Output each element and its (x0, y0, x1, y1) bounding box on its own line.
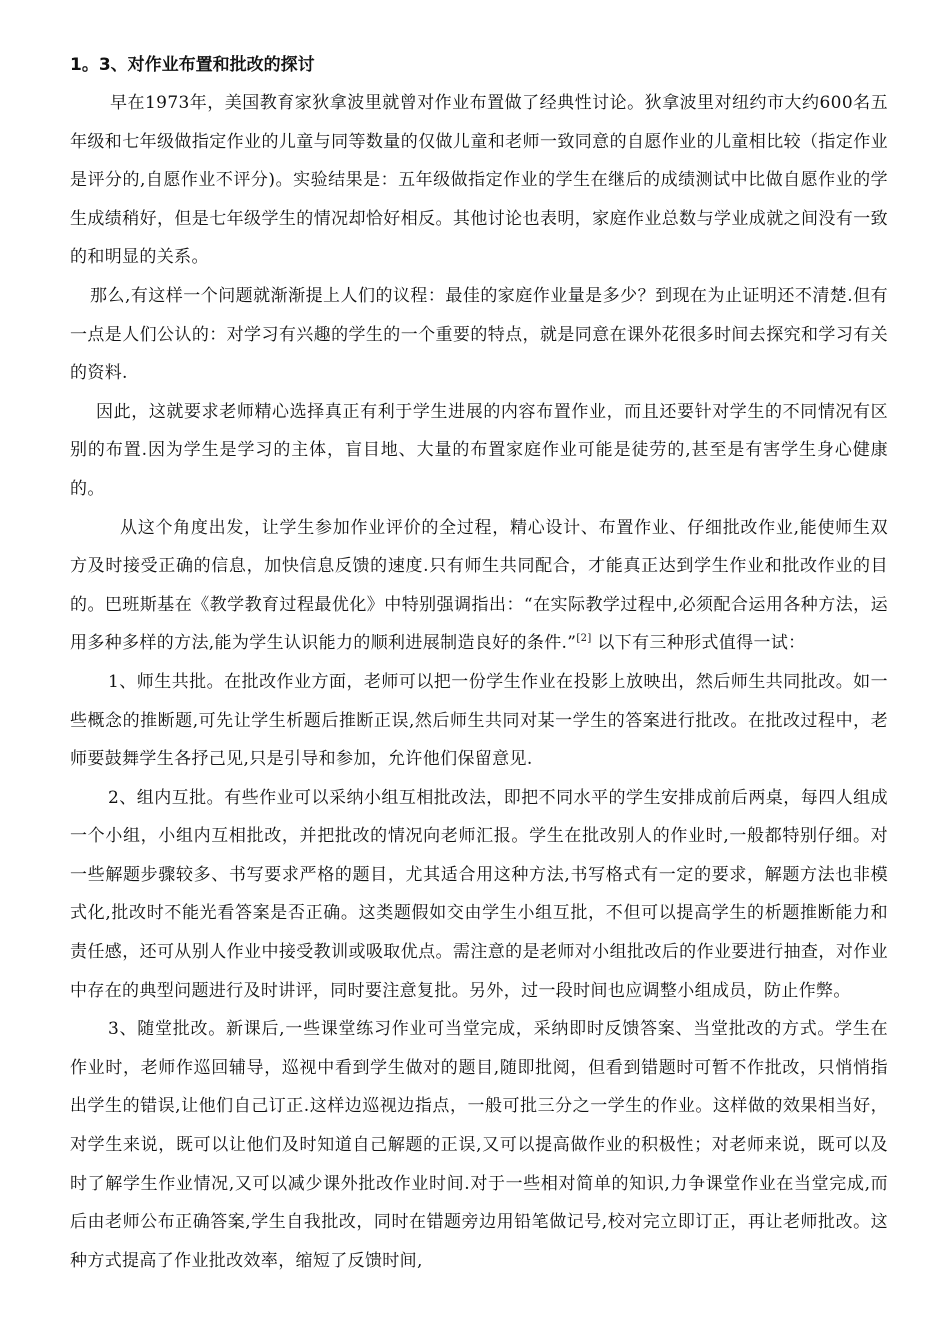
document-page (70, 52, 888, 1280)
paragraph-method-3: 3、随堂批改。新课后,一些课堂练习作业可当堂完成，采纳即时反馈答案、当堂批改的方式。学生在作业时，老师作巡回辅导，巡视中看到学生做对的题目,随即批阅，但看到错题时可暂不作批改，只悄悄指出学生的错误,让他们自己订正.这样边巡视边指点，一般可批三分之一学生的作业。这样做的效果相当好，对学生来说，既可以让他们及时知道自己解题的正误,又可以提高做作业的积极性；对老师来说，既可以及时了解学生作业情况,又可以减少课外批改作业时间.对于一些相对简单的知识,力争课堂作业在当堂完成,而后由老师公布正确答案,学生自我批改，同时在错题旁边用铅笔做记号,校对完立即订正，再让老师批改。这种方式提高了作业批改效率，缩短了反馈时间, (70, 1019, 888, 1271)
section-heading: 1。3、对作业布置和批改的探讨 (70, 55, 315, 75)
paragraph-perspective-text: 从这个角度出发，让学生参加作业评价的全过程，精心设计、布置作业、仔细批改作业,能使师生双方及时接受正确的信息，加快信息反馈的速度.只有师生共同配合，才能真正达到学生作业和批改作业的目的。巴班斯基在《教学教育过程最优化》中特别强调指出：“在实际教学过程中,必须配合运用各种方法，运用多种多样的方法,能为学生认识能力的顺利进展制造良好的条件.” (70, 517, 888, 654)
paragraph-question: 那么,有这样一个问题就渐渐提上人们的议程：最佳的家庭作业量是多少？到现在为止证明还不清楚.但有一点是人们公认的：对学习有兴趣的学生的一个重要的特点，就是同意在课外花很多时间去探究和学习有关的资料. (70, 285, 888, 384)
paragraph-method-2: 2、组内互批。有些作业可以采纳小组互相批改法，即把不同水平的学生安排成前后两桌，每四人组成一个小组，小组内互相批改，并把批改的情况向老师汇报。学生在批改别人的作业时,一般都特别仔细。对一些解题步骤较多、书写要求严格的题目，尤其适合用这种方法,书写格式有一定的要求，解题方法也非模式化,批改时不能光看答案是否正确。这类题假如交由学生小组互批，不但可以提高学生的析题推断能力和责任感，还可从别人作业中接受教训或吸取优点。需注意的是老师对小组批改后的作业要进行抽查，对作业中存在的典型问题进行及时讲评，同时要注意复批。另外，过一段时间也应调整小组成员，防止作弊。 (70, 787, 888, 1001)
paragraph-perspective (70, 509, 888, 663)
citation-marker: [2] (576, 633, 592, 645)
paragraph-history: 早在1973年，美国教育家狄拿波里就曾对作业布置做了经典性讨论。狄拿波里对纽约市大约600名五年级和七年级做指定作业的儿童与同等数量的仅做儿童和老师一致同意的自愿作业的儿童相比较（指定作业是评分的,自愿作业不评分)。实验结果是：五年级做指定作业的学生在继后的成绩测试中比做自愿作业的学生成绩稍好，但是七年级学生的情况却恰好相反。其他讨论也表明，家庭作业总数与学业成就之间没有一致的和明显的关系。 (70, 93, 888, 268)
paragraph-requirement: 因此，这就要求老师精心选择真正有利于学生进展的内容布置作业，而且还要针对学生的不同情况有区别的布置.因为学生是学习的主体，盲目地、大量的布置家庭作业可能是徒劳的,甚至是有害学生身心健康的。 (70, 401, 888, 499)
paragraph-perspective-tail: 以下有三种形式值得一试： (591, 633, 806, 654)
paragraph-method-1: 1、师生共批。在批改作业方面，老师可以把一份学生作业在投影上放映出，然后师生共同批改。如一些概念的推断题,可先让学生析题后推断正误,然后师生共同对某一学生的答案进行批改。在批改过程中，老师要鼓舞学生各抒己见,只是引导和参加，允许他们保留意见. (70, 671, 888, 770)
